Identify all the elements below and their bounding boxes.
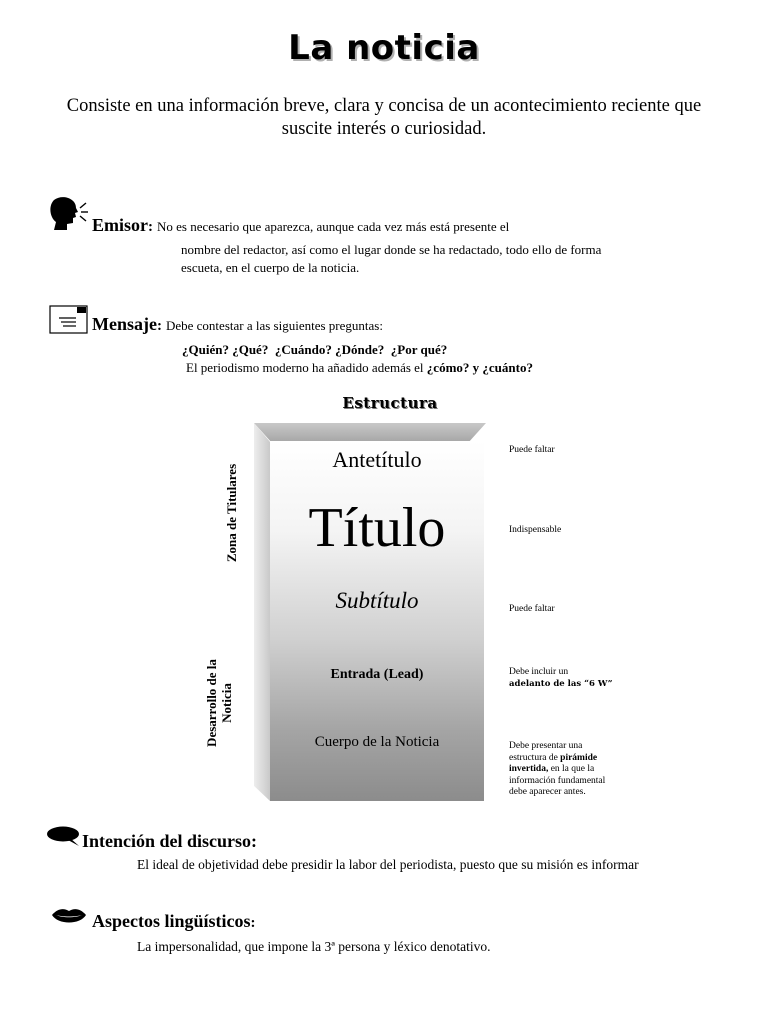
speech-bubble-icon bbox=[46, 826, 82, 848]
note-entrada-line2: adelanto de las “6 W” bbox=[509, 678, 613, 689]
speaking-head-icon bbox=[48, 196, 90, 232]
note-cuerpo-bold: pirámide invertida, bbox=[509, 752, 598, 774]
note-subtitulo: Puede faltar bbox=[509, 604, 555, 614]
aspectos-heading: Aspectos lingüísticos bbox=[92, 911, 251, 931]
note-cuerpo-text2: en la que la información fundamental debe aparecer antes. bbox=[509, 764, 606, 797]
box-top-face bbox=[254, 423, 486, 441]
lips-icon bbox=[51, 906, 87, 926]
note-titulo: Indispensable bbox=[509, 525, 562, 535]
entrada-label: Entrada (Lead) bbox=[330, 667, 424, 682]
note-entrada bbox=[509, 667, 619, 690]
zona-titulares-label: Zona de Titulares bbox=[224, 463, 239, 563]
mensaje-questions: ¿Quién? ¿Qué? ¿Cuándo? ¿Dónde? ¿Por qué? bbox=[182, 342, 448, 357]
note-cuerpo-text1: Debe presentar una estructura de bbox=[509, 741, 583, 763]
titulo-label: Título bbox=[308, 497, 446, 559]
mensaje-extra-text: El periodismo moderno ha añadido además el bbox=[186, 360, 424, 375]
page-title: La noticia bbox=[288, 28, 480, 68]
mensaje-text: Debe contestar a las siguientes preguntas: bbox=[165, 318, 383, 333]
antetitulo-label: Antetítulo bbox=[332, 447, 422, 472]
mensaje-colon: : bbox=[156, 318, 162, 334]
aspectos-colon: : bbox=[250, 915, 256, 931]
emisor-heading: Emisor bbox=[92, 215, 148, 235]
subtitulo-label: Subtítulo bbox=[335, 588, 419, 613]
note-antetitulo: Puede faltar bbox=[509, 445, 555, 455]
envelope-letter-icon bbox=[49, 305, 89, 335]
intro-paragraph: Consiste en una información breve, clara y concisa de un acontecimiento reciente que suscite interés o curiosidad. bbox=[66, 96, 702, 139]
emisor-colon: : bbox=[148, 219, 153, 235]
desarrollo-noticia-label bbox=[204, 651, 236, 755]
cuerpo-label: Cuerpo de la Noticia bbox=[314, 734, 440, 750]
note-cuerpo bbox=[509, 741, 609, 799]
mensaje-heading: Mensaje bbox=[92, 314, 157, 334]
mensaje-extra-bold: ¿cómo? y ¿cuánto? bbox=[426, 360, 533, 375]
note-entrada-line1: Debe incluir un bbox=[509, 667, 569, 677]
estructura-title: Estructura bbox=[342, 394, 438, 412]
emisor-text-line1: No es necesario que aparezca, aunque cada vez más está presente el bbox=[157, 219, 510, 234]
desarrollo-line1: Desarrollo de la bbox=[204, 659, 219, 747]
aspectos-text: La impersonalidad, que impone la 3ª persona y léxico denotativo. bbox=[137, 939, 491, 954]
emisor-text-line2: nombre del redactor, así como el lugar donde se ha redactado, todo ello de forma bbox=[181, 242, 602, 257]
intencion-text: El ideal de objetividad debe presidir la labor del periodista, puesto que su misión es informar bbox=[137, 857, 639, 872]
desarrollo-line2: Noticia bbox=[219, 683, 234, 723]
box-side-face bbox=[254, 423, 270, 801]
intencion-heading: Intención del discurso: bbox=[82, 831, 258, 851]
emisor-text-line3: escueta, en el cuerpo de la noticia. bbox=[181, 260, 360, 275]
